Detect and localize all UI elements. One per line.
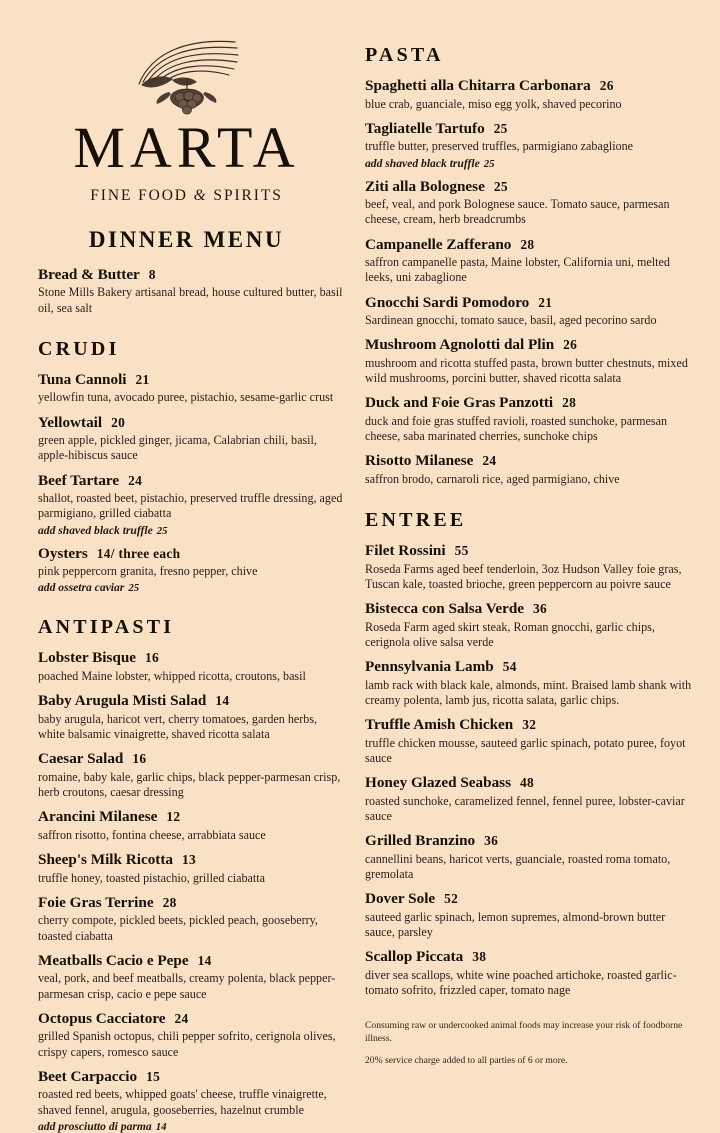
- menu-item-head: [38, 266, 345, 285]
- menu-item-name: Bistecca con Salsa Verde: [365, 600, 525, 618]
- menu-item: [365, 716, 698, 766]
- menu-item-addon: [38, 524, 345, 537]
- menu-item-description: romaine, baby kale, garlic chips, black pepper-parmesan crisp, herb croutons, caesar dressing: [38, 769, 341, 800]
- section-heading: ANTIPASTI: [38, 616, 175, 639]
- spacer: [38, 253, 345, 266]
- menu-item-price: 14: [197, 952, 212, 968]
- menu-item-price: 8: [148, 266, 156, 282]
- menu-item-head: [365, 336, 698, 355]
- menu-item-description: sauteed garlic spinach, lemon supremes, almond-brown butter sauce, parsley: [365, 909, 666, 940]
- menu-item-head: [365, 452, 698, 471]
- menu-item-price: 28: [162, 894, 177, 910]
- menu-item-addon-price: 25: [156, 524, 168, 537]
- menu-item: [38, 692, 345, 742]
- menu-item-price: 21: [135, 371, 150, 387]
- menu-item: [38, 1068, 345, 1133]
- menu-item-name: Meatballs Cacio e Pepe: [38, 951, 189, 969]
- menu-item: [38, 545, 345, 595]
- menu-item-name: Lobster Bisque: [38, 649, 137, 667]
- menu-item-description: diver sea scallops, white wine poached artichoke, roasted garlic-tomato sofrito, frizzled caper, tomato nage: [365, 967, 677, 998]
- menu-item-name: Tagliatelle Tartufo: [365, 119, 485, 137]
- menu-item-price: 16: [132, 751, 147, 767]
- menu-item: [365, 890, 698, 940]
- menu-item-price: 12: [166, 809, 181, 825]
- menu-item-head: [38, 750, 345, 769]
- menu-item-description: truffle honey, toasted pistachio, grilled ciabatta: [38, 870, 266, 885]
- menu-item-price: 36: [533, 601, 548, 617]
- menu-item-addon-label: add shaved black truffle: [365, 156, 480, 170]
- menu-item-name: Yellowtail: [38, 413, 103, 431]
- brand-wordmark: MARTA: [73, 115, 300, 180]
- footnote: Consuming raw or undercooked animal foods may increase your risk of foodborne illness.: [365, 1020, 683, 1044]
- menu-item-price: 24: [174, 1010, 189, 1026]
- menu-item: [365, 120, 698, 170]
- menu-item-price: 24: [128, 472, 143, 488]
- menu-item-head: [38, 894, 345, 913]
- brand-tagline: [38, 187, 335, 205]
- menu-item: [38, 472, 345, 537]
- menu-item-price: 52: [444, 891, 459, 907]
- menu-item-description: grilled Spanish octopus, chili pepper sofrito, cerignola olives, crispy capers, romesco sauce: [38, 1029, 336, 1059]
- menu-item-price: 14/ three each: [96, 545, 181, 561]
- right-column: [345, 0, 720, 1066]
- menu-item: [38, 649, 345, 684]
- menu-item-description: lamb rack with black kale, almonds, mint. Braised lamb shank with creamy polenta, lamb jus, ricotta salata, garlic chips.: [365, 677, 692, 707]
- menu-item-head: [365, 716, 698, 735]
- menu-item-price: 16: [145, 650, 160, 666]
- menu-item: [38, 750, 345, 800]
- menu-item-name: Mushroom Agnolotti dal Plin: [365, 336, 555, 354]
- menu-item-name: Dover Sole: [365, 890, 436, 908]
- menu-item-head: [365, 832, 698, 851]
- menu-item-price: 36: [484, 833, 499, 849]
- menu-item: [365, 948, 698, 998]
- menu-item: [38, 808, 345, 843]
- menu-item-name: Baby Arugula Misti Salad: [38, 692, 207, 710]
- menu-item: [38, 952, 345, 1002]
- menu-item: [38, 414, 345, 464]
- menu-item-name: Risotto Milanese: [365, 452, 474, 470]
- menu-item-name: Beef Tartare: [38, 471, 120, 489]
- menu-item-description: Sardinean gnocchi, tomato sauce, basil, aged pecorino sardo: [365, 313, 657, 328]
- menu-item-addon: [365, 157, 698, 170]
- menu-item-addon: [38, 581, 345, 594]
- menu-item-description: baby arugula, haricot vert, cherry tomatoes, garden herbs, white balsamic vinaigrette, shaved ricotta salata: [38, 711, 318, 741]
- menu-item-name: Honey Glazed Seabass: [365, 774, 511, 792]
- menu-item-price: 32: [522, 717, 537, 733]
- menu-item: [365, 394, 698, 444]
- menu-item: [365, 600, 698, 650]
- menu-item-description: cherry compote, pickled beets, pickled peach, gooseberry, toasted ciabatta: [38, 913, 318, 943]
- menu-item-price: 25: [493, 120, 508, 136]
- menu-item-description: beef, veal, and pork Bolognese sauce. Tomato sauce, parmesan cheese, cream, herb breadcrumbs: [365, 197, 670, 227]
- menu-item-name: Campanelle Zafferano: [365, 235, 512, 253]
- menu-item-description: blue crab, guanciale, miso egg yolk, shaved pecorino: [365, 96, 622, 111]
- footnote: 20% service charge added to all parties of 6 or more.: [365, 1054, 568, 1066]
- menu-item-description: truffle butter, preserved truffles, parmigiano zabaglione: [365, 139, 634, 154]
- menu-item-head: [38, 808, 345, 827]
- menu-item-head: [38, 952, 345, 971]
- menu-item-price: 54: [502, 659, 517, 675]
- menu-item-name: Spaghetti alla Chitarra Carbonara: [365, 77, 591, 94]
- menu-item: [365, 236, 698, 286]
- menu-title: DINNER MENU: [88, 226, 285, 252]
- menu-item: [365, 178, 698, 228]
- menu-item: [365, 832, 698, 882]
- menu-item: [365, 77, 698, 112]
- menu-item-addon-price: 14: [155, 1120, 167, 1133]
- menu-item-name: Grilled Branzino: [365, 832, 476, 850]
- menu-item-head: [365, 948, 698, 967]
- menu-item: [365, 542, 698, 592]
- section-heading: ENTREE: [365, 509, 467, 532]
- menu-item-price: 26: [563, 337, 578, 353]
- section-heading: CRUDI: [38, 337, 120, 360]
- menu-item: [38, 851, 345, 886]
- menu-item: [365, 336, 698, 386]
- menu-item-price: 15: [146, 1068, 161, 1084]
- menu-item-name: Pennsylvania Lamb: [365, 658, 494, 676]
- menu-item-head: [365, 542, 698, 561]
- menu-item-price: 13: [182, 852, 196, 868]
- menu-item-description: roasted sunchoke, caramelized fennel, fennel puree, lobster-caviar sauce: [365, 793, 685, 824]
- menu-item-price: 38: [472, 949, 487, 965]
- menu-item-price: 24: [482, 453, 497, 469]
- menu-item-description: pink peppercorn granita, fresno pepper, chive: [38, 564, 258, 579]
- menu-item-description: veal, pork, and beef meatballs, creamy polenta, black pepper-parmesan crisp, cacio e pepe sauce: [38, 971, 336, 1001]
- menu-item-description: saffron brodo, carnaroli rice, aged parmigiano, chive: [365, 471, 620, 486]
- menu-item-name: Filet Rossini: [365, 542, 446, 560]
- menu-item-addon-label: add shaved black truffle: [38, 523, 153, 537]
- menu-item-name: Truffle Amish Chicken: [365, 716, 514, 734]
- menu-item-head: [365, 120, 698, 139]
- menu-item-description: Roseda Farms aged beef tenderloin, 3oz Hudson Valley foie gras, Tuscan kale, toasted brioche, green peppercorn au poivre sauce: [365, 561, 682, 591]
- menu-item-price: 28: [562, 395, 577, 411]
- menu-item-description: shallot, roasted beet, pistachio, preserved truffle dressing, aged parmigiano, grilled ciabatta: [38, 491, 343, 521]
- menu-item: [365, 452, 698, 487]
- menu-item-description: yellowfin tuna, avocado puree, pistachio, sesame-garlic crust: [38, 390, 334, 405]
- menu-item-name: Gnocchi Sardi Pomodoro: [365, 293, 530, 311]
- section-heading: PASTA: [365, 44, 444, 66]
- menu-item-head: [365, 774, 698, 793]
- menu-item-head: [38, 1068, 345, 1087]
- menu-item-addon-label: add prosciutto di parma: [38, 1119, 152, 1133]
- menu-item-head: [365, 600, 698, 619]
- menu-item-description: Stone Mills Bakery artisanal bread, house cultured butter, basil oil, sea salt: [38, 285, 343, 315]
- menu-item-addon: [38, 1120, 345, 1133]
- menu-item-description: saffron campanelle pasta, Maine lobster, California uni, melted leeks, uni zabaglione: [365, 255, 670, 285]
- menu-item-name: Ziti alla Bolognese: [365, 177, 485, 195]
- menu-item-head: [38, 649, 345, 668]
- menu-item-addon-price: 25: [128, 582, 140, 595]
- menu-item-head: [365, 394, 698, 413]
- menu-item-head: [365, 890, 698, 909]
- menu-item-price: 25: [493, 178, 508, 194]
- menu-item-head: [38, 1010, 345, 1029]
- menu-item-head: [38, 414, 345, 433]
- right-sections: [365, 44, 698, 998]
- menu-item-name: Caesar Salad: [38, 750, 124, 768]
- menu-item-description: Roseda Farm aged skirt steak, Roman gnocchi, garlic chips, cerignola olive salsa verde: [365, 619, 655, 649]
- left-sections: [38, 338, 345, 1133]
- menu-item-addon-label: add ossetra caviar: [38, 581, 125, 595]
- menu-item-name: Bread & Butter: [38, 265, 140, 283]
- menu-item-head: [38, 472, 345, 491]
- menu-item-name: Scallop Piccata: [365, 948, 464, 966]
- menu-item-description: cannellini beans, haricot verts, guanciale, roasted roma tomato, gremolata: [365, 851, 671, 882]
- left-column: [0, 0, 345, 1133]
- menu-item-head: [38, 851, 345, 870]
- menu-item-description: roasted red beets, whipped goats' cheese, truffle vinaigrette, shaved fennel, arugula, gooseberries, hazelnut crumble: [38, 1087, 327, 1117]
- menu-item-price: 21: [538, 294, 553, 310]
- menu-item-price: 55: [454, 543, 469, 559]
- masthead: [38, 30, 345, 253]
- menu-item-name: Octopus Cacciatore: [38, 1009, 166, 1027]
- menu-item-price: 14: [215, 693, 230, 709]
- menu-item-head: [365, 77, 698, 96]
- menu-item-head: [365, 178, 698, 197]
- menu-item-name: Arancini Milanese: [38, 808, 158, 826]
- menu-item-price: 28: [520, 236, 535, 252]
- tagline-ampersand: &: [193, 186, 208, 204]
- menu-item: [365, 294, 698, 329]
- menu-item-name: Foie Gras Terrine: [38, 893, 154, 911]
- menu-item-head: [38, 371, 345, 390]
- menu-item-description: saffron risotto, fontina cheese, arrabbiata sauce: [38, 827, 266, 842]
- menu-item: [38, 266, 345, 316]
- menu-item-head: [365, 294, 698, 313]
- menu-item-price: 48: [519, 775, 534, 791]
- menu-item: [365, 774, 698, 824]
- menu-item-description: duck and foie gras stuffed ravioli, roasted sunchoke, parmesan cheese, saba marinated cherries, sunchoke chips: [365, 413, 668, 444]
- menu-item-name: Sheep's Milk Ricotta: [38, 851, 173, 869]
- menu-item-name: Oysters: [38, 544, 88, 562]
- menu-item-description: mushroom and ricotta stuffed pasta, brown butter chestnuts, mixed wild mushrooms, porcini butter, shaved ricotta salata: [365, 355, 688, 386]
- menu-item: [38, 371, 345, 406]
- menu-item: [38, 894, 345, 944]
- menu-item-name: Tuna Cannoli: [38, 370, 127, 388]
- menu-item-name: Duck and Foie Gras Panzotti: [365, 394, 554, 412]
- menu-item-name: Beet Carpaccio: [38, 1067, 138, 1085]
- menu-item-description: poached Maine lobster, whipped ricotta, croutons, basil: [38, 668, 306, 683]
- menu-item-price: 20: [111, 414, 126, 430]
- menu-item: [365, 658, 698, 708]
- menu-item-addon-price: 25: [483, 157, 495, 170]
- menu-item-price: 26: [599, 78, 614, 93]
- menu-item-head: [38, 692, 345, 711]
- tagline-after: SPIRITS: [213, 186, 283, 204]
- menu-item: [38, 1010, 345, 1060]
- artichoke-botanical-icon: [38, 30, 335, 118]
- menu-item-head: [38, 545, 345, 564]
- menu-item-description: green apple, pickled ginger, jicama, Calabrian chili, basil, apple-hibiscus sauce: [38, 433, 317, 463]
- tagline-before: FINE FOOD: [90, 186, 188, 204]
- menu-item-description: truffle chicken mousse, sauteed garlic spinach, potato puree, foyot sauce: [365, 735, 686, 766]
- menu-item-head: [365, 658, 698, 677]
- menu-item-head: [365, 236, 698, 255]
- footnotes: [365, 1020, 698, 1067]
